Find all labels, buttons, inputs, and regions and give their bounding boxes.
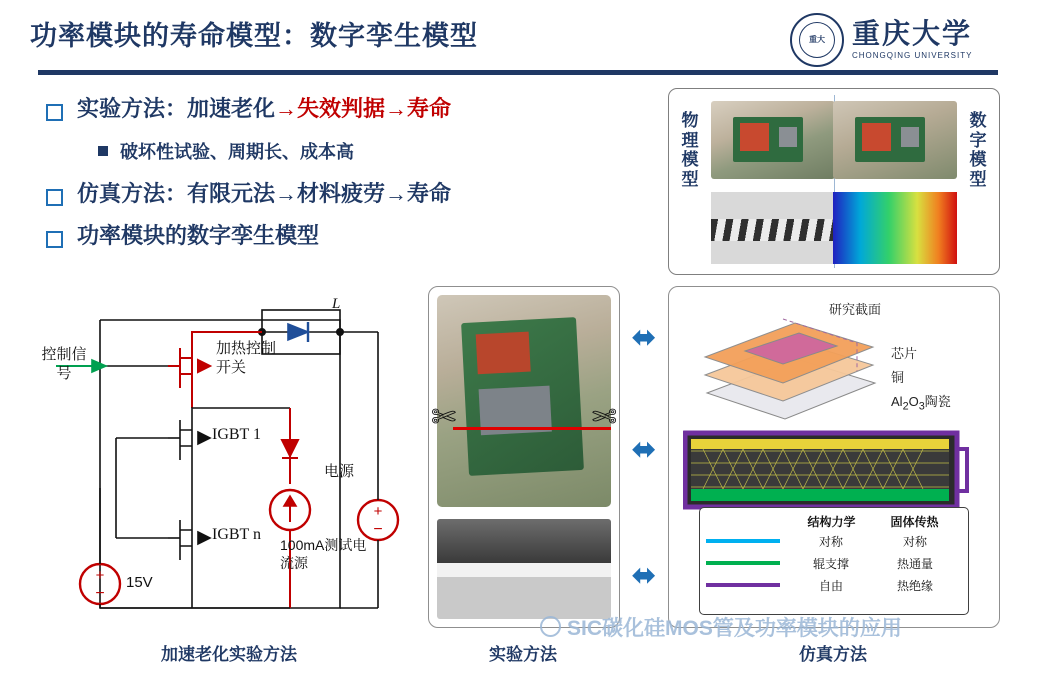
heater-switch-label: 加热控制开关 [216,340,277,376]
accelerated-aging-circuit [40,288,418,628]
legend-color-swatch [706,539,780,543]
bullet-item-3-label: 仿真方法：有限元法→材料疲劳→寿命 [77,180,452,206]
university-seal-text: 重大 [809,35,825,44]
left-panel-caption: 加速老化实验方法 [161,645,297,664]
fem-mesh-image [683,429,969,513]
legend-thermal-value: 热通量 [896,556,933,571]
legend-header-structural: 结构力学 [807,515,856,529]
title-divider [38,70,998,75]
double-arrow-icon: ⬌ [631,321,657,354]
legend-structural-value: 对称 [818,534,843,549]
legend-color-swatch [706,561,780,565]
physical-module-photo [711,101,835,179]
callout-copper-label: 铜 [891,370,905,385]
igbt1-label: IGBT 1 [212,426,262,443]
right-panel-caption: 仿真方法 [799,645,867,664]
legend-row [700,574,968,596]
callout-ceramic-label: $Al_2O_3$陶瓷 [891,394,951,413]
university-name-cn: 重庆大学 [852,18,973,49]
sem-crack-image [711,192,835,264]
bullet-item-4-label: 功率模块的数字孪生模型 [77,223,320,249]
middle-panel-caption: 实验方法 [489,645,557,664]
double-arrow-icon: ⬌ [631,559,657,592]
bullet-item-3 [46,180,646,209]
layer-stack-diagram [687,301,867,419]
legend-color-swatch [706,583,780,587]
control-signal-label: 控制信号 [41,346,87,382]
digital-twin-panel [668,88,1000,275]
current-source-label: 100mA测试电流源 [280,537,367,572]
hollow-square-bullet-icon [46,189,63,206]
legend-structural-value: 辊支撑 [812,556,849,571]
legend-thermal-value: 对称 [902,534,927,549]
university-logo [790,12,1020,68]
svg-text:−: − [95,585,105,602]
simulation-method-panel [668,286,1000,628]
bullet-1-arrow-2: → [385,96,408,121]
filled-square-bullet-icon [98,146,108,156]
scissors-icon: ✄ [591,401,617,434]
university-name-en: CHONGQING UNIVERSITY [852,51,973,60]
legend-structural-value: 自由 [818,578,843,593]
bullet-item-2-label: 破坏性试验、周期长、成本高 [120,141,354,162]
igbtn-label: IGBT n [212,526,262,543]
bullet-list [46,95,646,265]
legend-row [700,530,968,552]
voltage-source-label: 15V [126,574,153,591]
svg-text:+: + [373,503,383,520]
callout-chip-label: 芯片 [891,346,918,361]
boundary-condition-legend [699,507,969,615]
watermark [540,612,902,642]
svg-text:−: − [373,521,383,538]
hollow-square-bullet-icon [46,231,63,248]
bullet-1-arrow-1: → [275,96,298,121]
page-title-text: 功率模块的寿命模型：数字孪生模型 [30,21,478,51]
legend-thermal-value: 热绝缘 [896,578,933,593]
digital-model-label: 数字模型 [969,111,987,189]
bullet-item-4 [46,222,646,251]
wechat-icon [540,616,561,637]
svg-text:L: L [332,296,341,312]
legend-header-thermal: 固体传热 [890,515,939,529]
digital-module-render [833,101,957,179]
module-photo-with-cut-line [437,295,611,507]
bullet-item-2 [98,138,646,164]
power-source-label: 电源 [324,463,355,480]
bullet-1-part-a: 实验方法：加速老化 [77,96,276,121]
watermark-text: SIC碳化硅MOS管及功率模块的应用 [567,617,902,640]
cross-section-sem-photo [437,519,611,619]
cut-line [453,427,611,430]
legend-row [700,552,968,574]
bullet-item-1-label [77,95,451,124]
bullet-1-part-b: 失效判据 [297,96,386,121]
hollow-square-bullet-icon [46,104,63,121]
bullet-item-1 [46,95,646,124]
scissors-icon: ✄ [431,401,457,434]
bullet-1-part-c: 寿命 [407,96,452,121]
experiment-method-panel [428,286,620,628]
university-seal-icon [790,13,844,67]
thermal-simulation-map [833,192,957,264]
physical-model-label: 物理模型 [681,111,699,189]
svg-text:+: + [95,567,105,584]
double-arrow-icon: ⬌ [631,433,657,466]
callout-section-label: 研究截面 [829,302,882,317]
